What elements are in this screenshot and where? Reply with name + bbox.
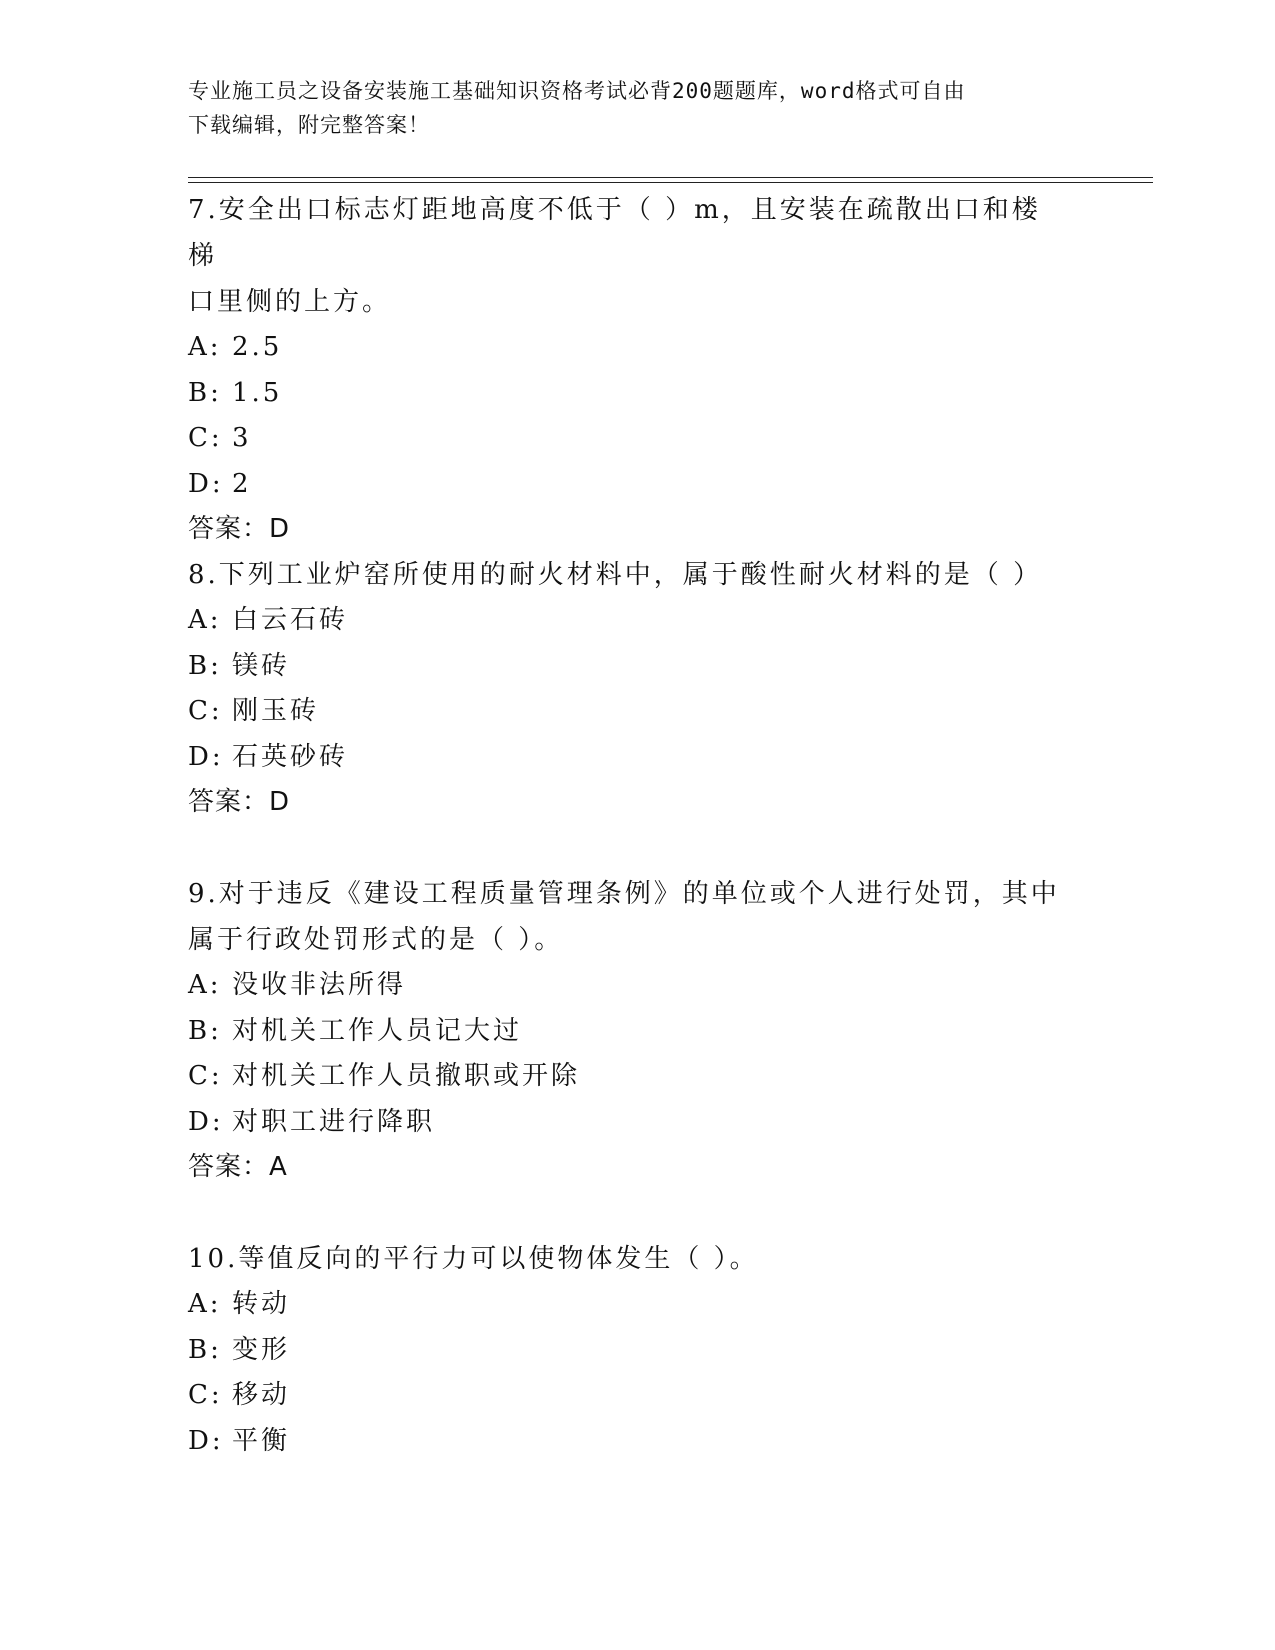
option-c — [188, 416, 1068, 462]
option-letter: D: — [188, 468, 224, 499]
option-text: 3 — [232, 423, 252, 453]
option-letter: C: — [188, 423, 223, 453]
option-letter: D: — [188, 741, 224, 772]
option-letter: C: — [188, 1061, 223, 1091]
option-letter: B: — [188, 1015, 222, 1046]
option-d — [188, 1100, 1068, 1146]
option-b — [188, 1328, 1068, 1374]
option-text: 变形 — [232, 1334, 291, 1365]
option-c — [188, 1054, 1068, 1100]
option-letter: A: — [188, 332, 222, 362]
question-10 — [188, 1236, 1068, 1464]
option-text: 石英砂砖 — [232, 741, 349, 772]
question-8 — [188, 552, 1068, 824]
option-letter: B: — [188, 377, 222, 408]
option-d — [188, 735, 1068, 781]
option-letter: C: — [188, 1380, 223, 1410]
option-text: 1.5 — [232, 377, 283, 408]
option-letter: D: — [188, 1106, 224, 1137]
question-stem-line: 属于行政处罚形式的是（ ）。 — [188, 925, 564, 955]
option-text: 2 — [232, 468, 252, 499]
question-stem-line: 10.等值反向的平行力可以使物体发生（ ）。 — [188, 1244, 759, 1274]
option-letter: A: — [188, 970, 222, 1000]
option-b — [188, 644, 1068, 690]
option-letter: A: — [188, 1289, 222, 1319]
option-letter: D: — [188, 1425, 224, 1456]
option-text: 转动 — [232, 1289, 291, 1319]
option-b — [188, 371, 1068, 417]
header-divider-top — [188, 177, 1153, 178]
option-letter: B: — [188, 1334, 222, 1365]
option-text: 刚玉砖 — [232, 696, 320, 726]
header-line-2: 下载编辑，附完整答案！ — [188, 113, 430, 137]
question-stem-line: 8.下列工业炉窑所使用的耐火材料中，属于酸性耐火材料的是（ ） — [188, 560, 1043, 590]
option-letter: C: — [188, 696, 223, 726]
answer-line: 答案：D — [188, 787, 291, 817]
option-text: 对机关工作人员撤职或开除 — [232, 1061, 581, 1091]
option-text: 对机关工作人员记大过 — [232, 1015, 523, 1046]
header-divider-bottom — [188, 182, 1153, 183]
option-a — [188, 325, 1068, 371]
question-9 — [188, 871, 1068, 1189]
option-b — [188, 1009, 1068, 1055]
option-text: 白云石砖 — [232, 605, 349, 635]
option-letter: B: — [188, 650, 222, 681]
option-text: 移动 — [232, 1380, 291, 1410]
option-text: 没收非法所得 — [232, 970, 407, 1000]
option-text: 对职工进行降职 — [232, 1106, 436, 1137]
question-7 — [188, 187, 1068, 551]
option-c — [188, 689, 1068, 735]
answer-line: 答案：A — [188, 1152, 288, 1182]
question-stem-line: 口里侧的上方。 — [188, 287, 392, 317]
option-d — [188, 1419, 1068, 1465]
option-a — [188, 963, 1068, 1009]
document-header — [188, 74, 1068, 142]
option-text: 平衡 — [232, 1425, 291, 1456]
option-a — [188, 598, 1068, 644]
header-line-1: 专业施工员之设备安装施工基础知识资格考试必背200题题库，word格式可自由 — [188, 79, 966, 103]
option-d — [188, 462, 1068, 508]
option-a — [188, 1282, 1068, 1328]
option-text: 2.5 — [232, 332, 283, 362]
option-letter: A: — [188, 605, 222, 635]
question-stem-line: 9.对于违反《建设工程质量管理条例》的单位或个人进行处罚，其中 — [188, 879, 1060, 909]
answer-line: 答案：D — [188, 514, 291, 544]
option-text: 镁砖 — [232, 650, 291, 681]
option-c — [188, 1373, 1068, 1419]
question-stem-line: 7.安全出口标志灯距地高度不低于（ ）m，且安装在疏散出口和楼梯 — [188, 195, 1041, 271]
